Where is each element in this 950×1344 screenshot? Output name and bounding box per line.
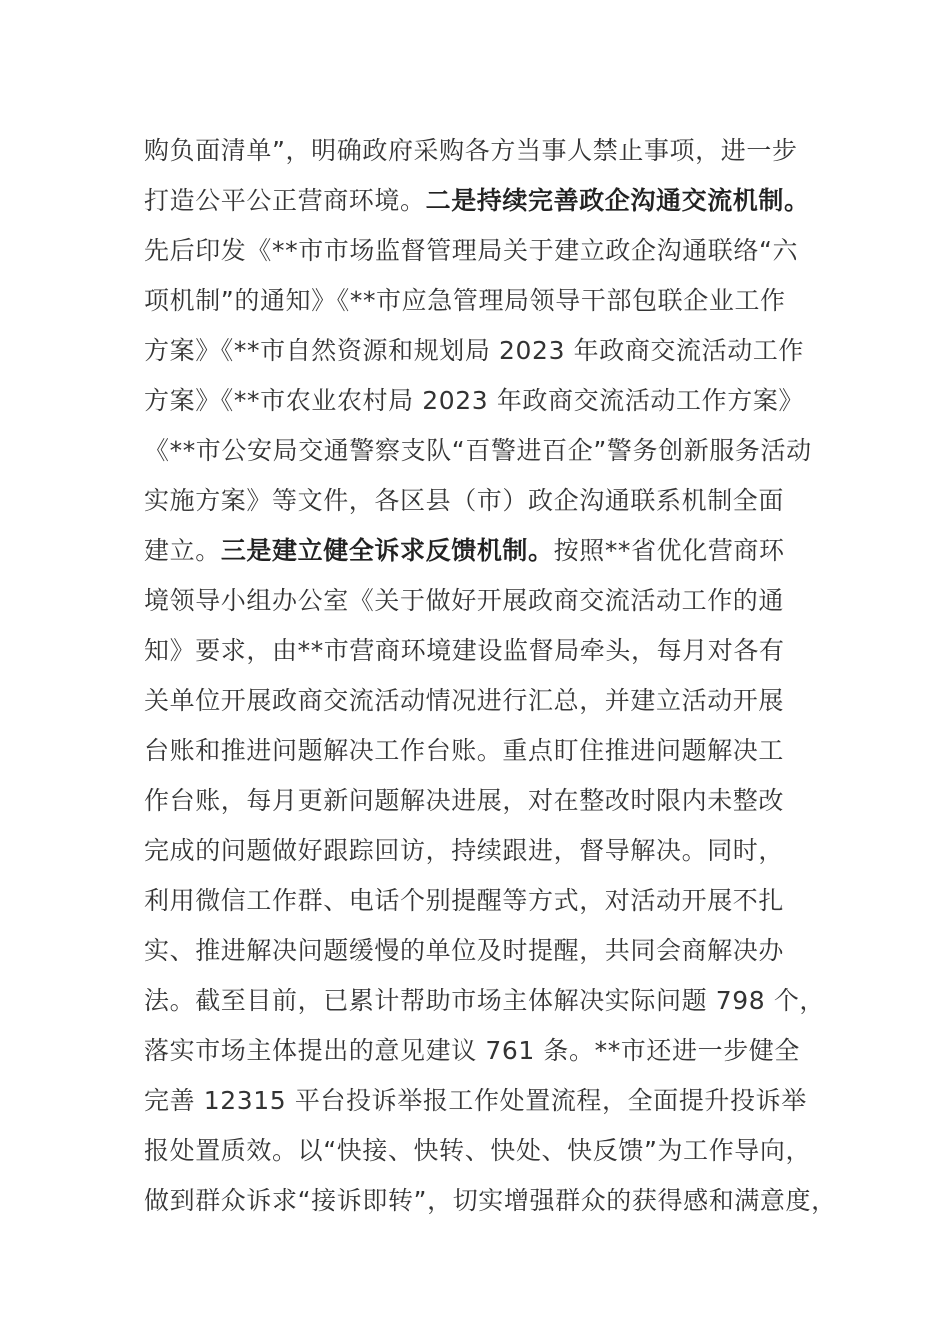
text-line bbox=[144, 626, 844, 676]
text-line bbox=[144, 1176, 844, 1226]
text-line bbox=[144, 826, 844, 876]
text-line bbox=[144, 726, 844, 776]
text-segment: 台账和推进问题解决工作台账。重点盯住推进问题解决工 bbox=[144, 736, 785, 765]
text-line bbox=[144, 1026, 844, 1076]
text-line bbox=[144, 226, 844, 276]
text-segment: 法。截至目前，已累计帮助市场主体解决实际问题 798 个， bbox=[144, 986, 826, 1015]
text-segment: 按照**省优化营商环 bbox=[553, 536, 785, 565]
text-line bbox=[144, 876, 844, 926]
text-line bbox=[144, 976, 844, 1026]
text-line bbox=[144, 776, 844, 826]
text-line bbox=[144, 1126, 844, 1176]
text-segment: 方案》《**市自然资源和规划局 2023 年政商交流活动工作 bbox=[144, 336, 805, 365]
text-segment: 完善 12315 平台投诉举报工作处置流程，全面提升投诉举 bbox=[144, 1086, 807, 1115]
text-segment: 方案》《**市农业农村局 2023 年政商交流活动工作方案》 bbox=[144, 386, 805, 415]
text-line bbox=[144, 576, 844, 626]
text-line bbox=[144, 526, 844, 576]
text-segment: 实、推进解决问题缓慢的单位及时提醒，共同会商解决办 bbox=[144, 936, 785, 965]
text-segment: 落实市场主体提出的意见建议 761 条。**市还进一步健全 bbox=[144, 1036, 801, 1065]
text-segment: 完成的问题做好跟踪回访，持续跟进，督导解决。同时， bbox=[144, 836, 785, 865]
bold-heading-text: 二是持续完善政企沟通交流机制。 bbox=[425, 186, 810, 215]
text-segment: 项机制”的通知》《**市应急管理局领导干部包联企业工作 bbox=[144, 286, 786, 315]
text-segment: 购负面清单”，明确政府采购各方当事人禁止事项，进一步 bbox=[144, 136, 798, 165]
text-segment: 作台账，每月更新问题解决进展，对在整改时限内未整改 bbox=[144, 786, 785, 815]
text-segment: 《**市公安局交通警察支队“百警进百企”警务创新服务活动 bbox=[144, 436, 812, 465]
text-line bbox=[144, 376, 844, 426]
text-line bbox=[144, 476, 844, 526]
text-line bbox=[144, 426, 844, 476]
text-segment: 境领导小组办公室《关于做好开展政商交流活动工作的通 bbox=[144, 586, 785, 615]
text-segment: 先后印发《**市市场监督管理局关于建立政企沟通联络“六 bbox=[144, 236, 799, 265]
text-line bbox=[144, 1076, 844, 1126]
text-segment: 关单位开展政商交流活动情况进行汇总，并建立活动开展 bbox=[144, 686, 785, 715]
text-segment: 建立。 bbox=[144, 536, 221, 565]
text-segment: 报处置质效。以“快接、快转、快处、快反馈”为工作导向， bbox=[144, 1136, 812, 1165]
text-segment: 知》要求，由**市营商环境建设监督局牵头，每月对各有 bbox=[144, 636, 785, 665]
text-line bbox=[144, 676, 844, 726]
text-line bbox=[144, 176, 844, 226]
text-line bbox=[144, 276, 844, 326]
text-segment: 利用微信工作群、电话个别提醒等方式，对活动开展不扎 bbox=[144, 886, 785, 915]
bold-heading-text: 三是建立健全诉求反馈机制。 bbox=[220, 536, 554, 565]
text-line bbox=[144, 926, 844, 976]
body-text bbox=[144, 126, 844, 1226]
text-line bbox=[144, 326, 844, 376]
text-segment: 做到群众诉求“接诉即转”，切实增强群众的获得感和满意度， bbox=[144, 1186, 837, 1215]
text-line bbox=[144, 126, 844, 176]
text-segment: 实施方案》等文件，各区县（市）政企沟通联系机制全面 bbox=[144, 486, 785, 515]
text-segment: 打造公平公正营商环境。 bbox=[144, 186, 426, 215]
